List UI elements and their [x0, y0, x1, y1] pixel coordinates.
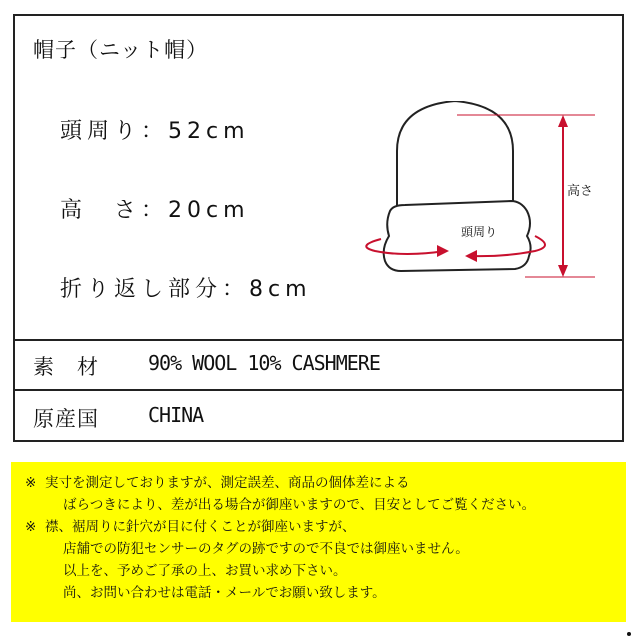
beanie-crown — [397, 101, 513, 206]
notice-line: ※ 実寸を測定しておりますが、測定誤差、商品の個体差による — [25, 472, 626, 494]
notice-line: ばらつきにより、差が出る場合が御座いますので、目安としてご覧ください。 — [63, 497, 536, 513]
product-title: 帽子（ニット帽） — [33, 38, 209, 62]
head-label: 頭周り — [461, 225, 498, 239]
beanie-diagram — [345, 101, 605, 291]
origin-value: CHINA — [148, 403, 204, 427]
origin-row — [15, 391, 622, 440]
material-value: 90% WOOL 10% CASHMERE — [148, 351, 380, 375]
beanie-cuff — [384, 201, 531, 271]
height-arrow-down-icon — [558, 265, 568, 277]
notice-line: 尚、お問い合わせは電話・メールでお願い致します。 — [63, 585, 386, 601]
measure-height: 高 さ：20cm — [60, 198, 250, 223]
height-label: 高さ — [567, 184, 594, 199]
notice-mark: ※ — [25, 519, 37, 535]
notice-line: 店舗での防犯センサーのタグの跡ですので不良では御座いません。 — [63, 541, 469, 557]
notice-box — [11, 462, 626, 622]
material-label: 素 材 — [33, 355, 99, 379]
measure-fold: 折り返し部分：8cm — [60, 277, 312, 302]
notice-mark: ※ — [25, 475, 37, 491]
material-row — [15, 339, 622, 391]
corner-dot — [627, 632, 631, 636]
origin-label: 原産国 — [33, 407, 99, 431]
notice-line: ※ 襟、裾周りに針穴が目に付くことが御座いますが、 — [25, 516, 626, 538]
spec-box — [13, 14, 624, 442]
notice-line: 以上を、予めご了承の上、お買い求め下さい。 — [63, 563, 347, 579]
height-arrow-up-icon — [558, 115, 568, 127]
measure-head: 頭周り：52cm — [60, 119, 250, 144]
size-section — [15, 16, 622, 341]
